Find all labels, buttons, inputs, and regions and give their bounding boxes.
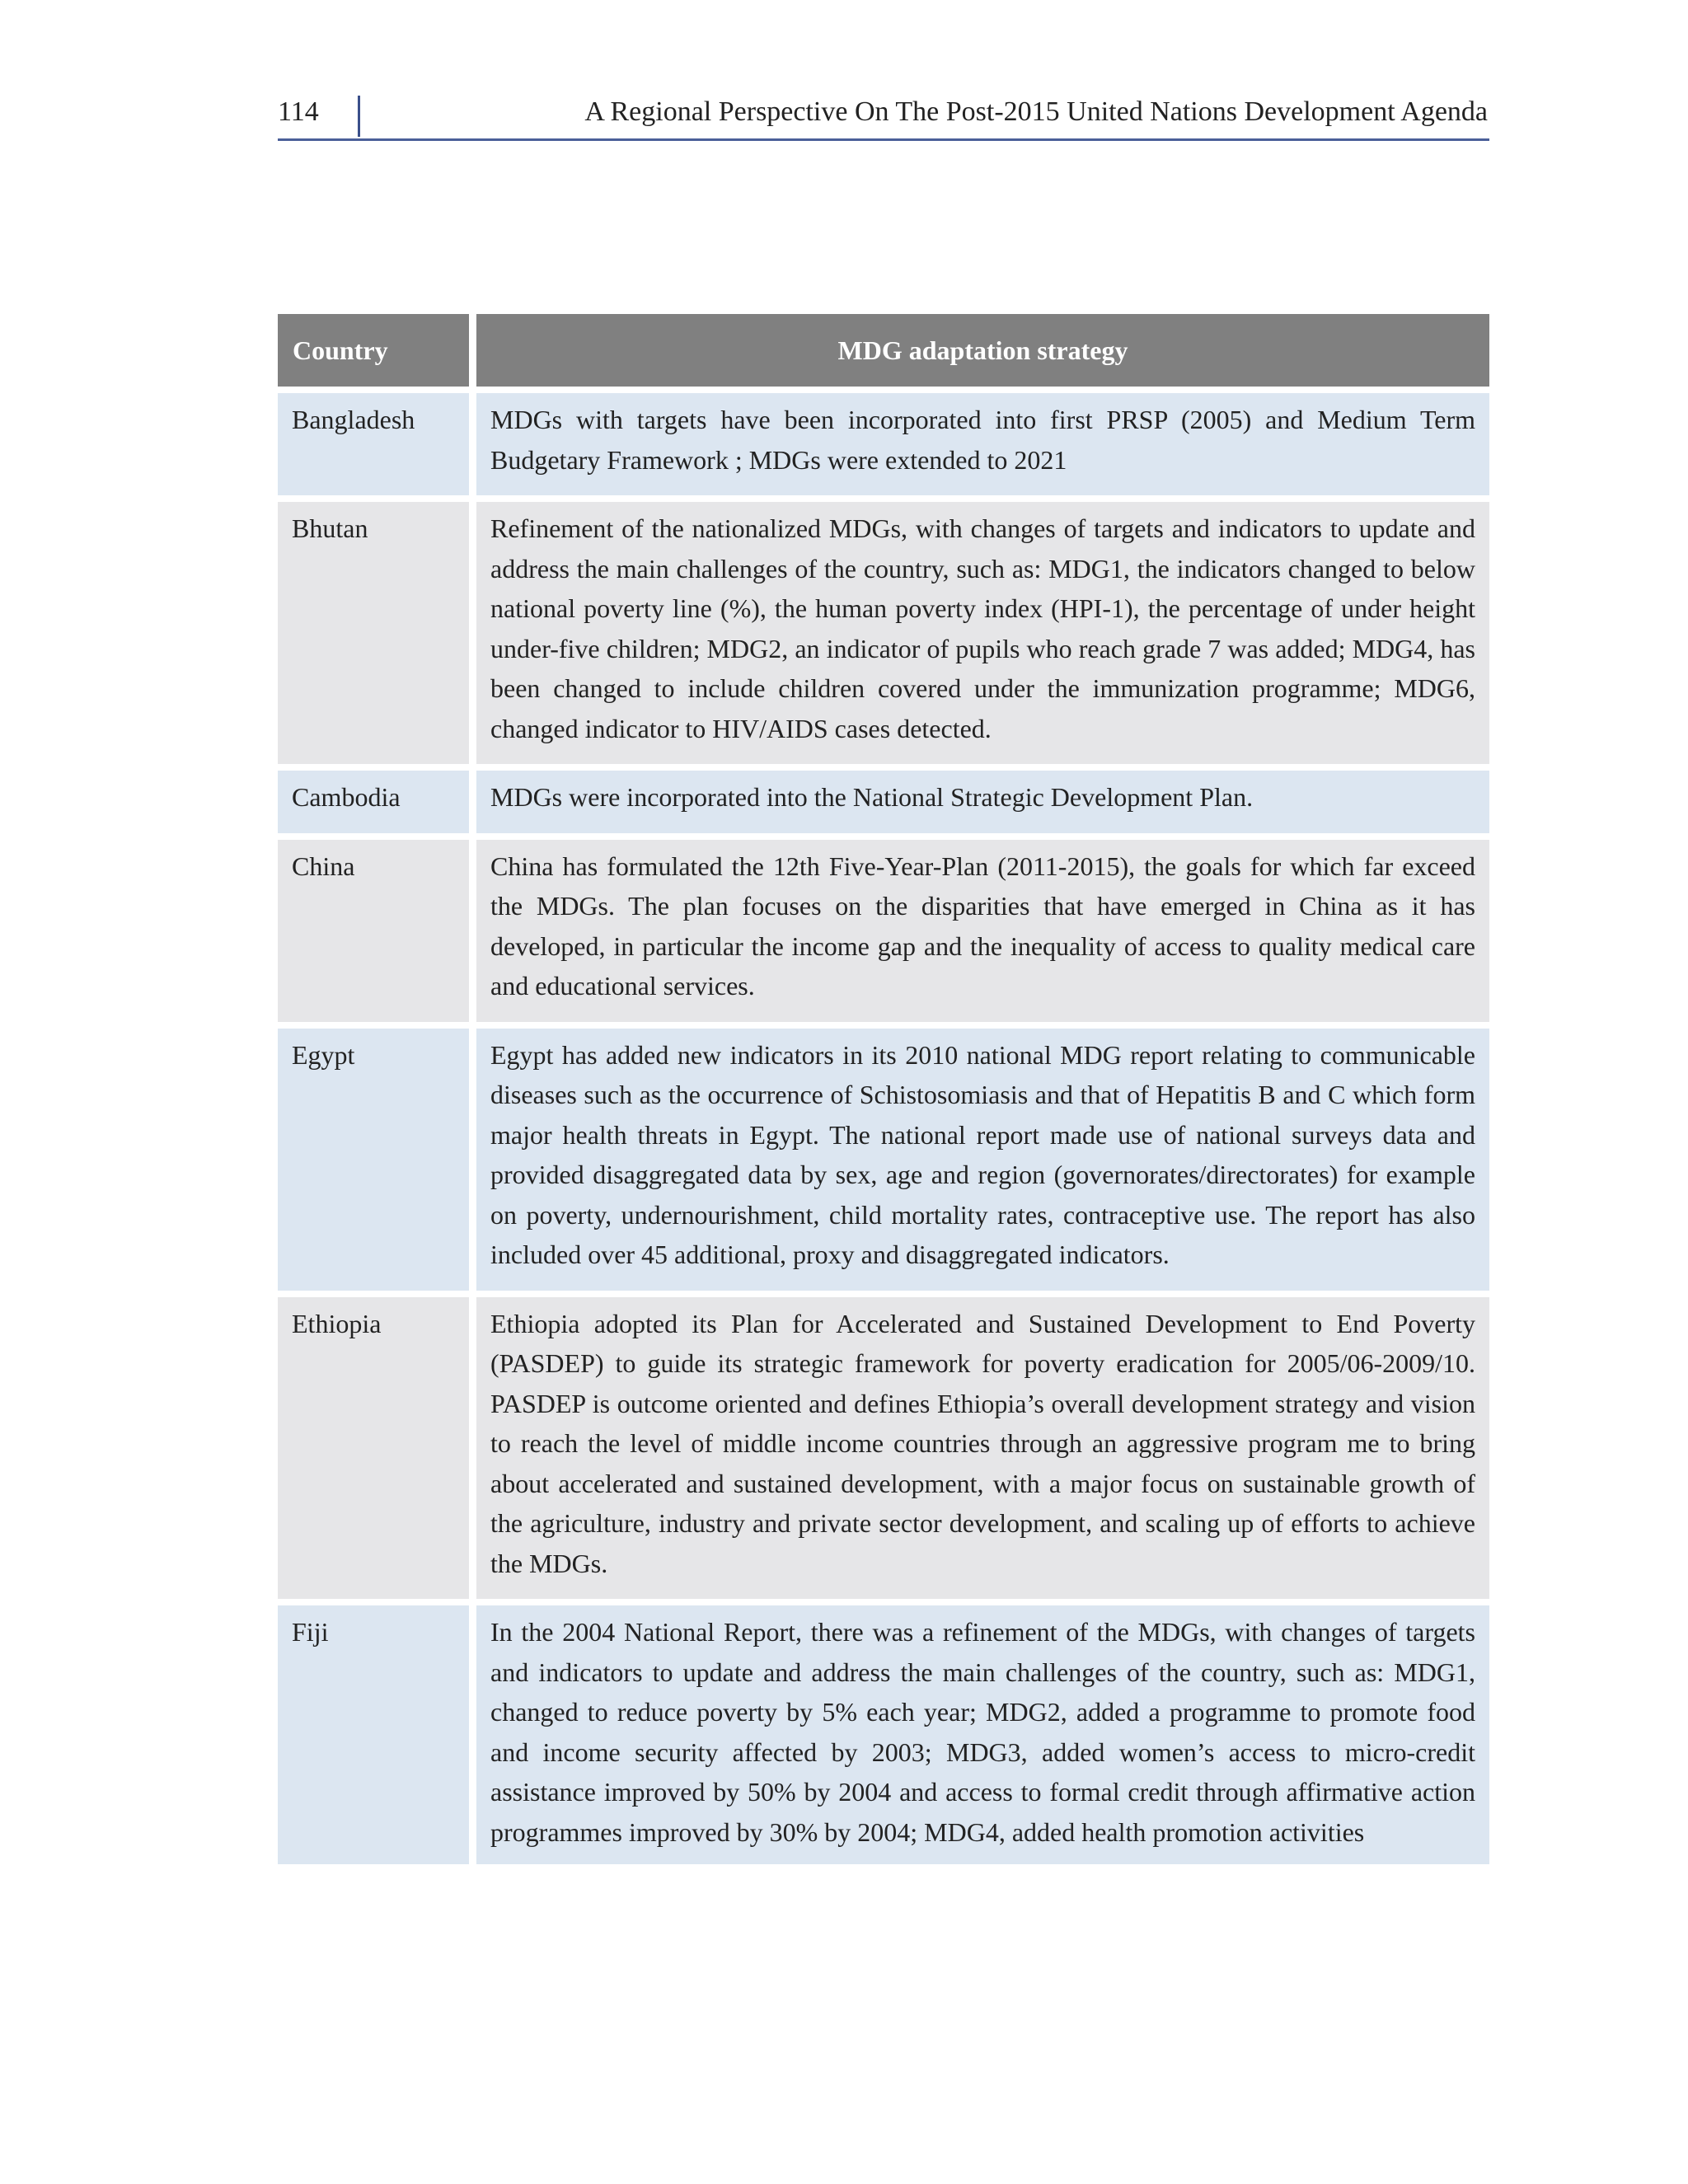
strategy-cell: China has formulated the 12th Five-Year-Plan (2011-2015), the goals for which far exceed the MDGs. The plan focuses on the disparities that have emerged in China as it has developed, in particular the income gap and the inequality of access to quality medical care and educational services. <box>476 840 1489 1022</box>
page-bottom-blank <box>0 1864 1688 2184</box>
table-header-row <box>278 314 1489 387</box>
country-cell: Fiji <box>278 1605 469 1864</box>
country-cell: Egypt <box>278 1029 469 1291</box>
strategy-cell: MDGs were incorporated into the National Strategic Development Plan. <box>476 771 1489 833</box>
table-row <box>278 771 1489 833</box>
table-row <box>278 393 1489 495</box>
table-row <box>278 840 1489 1022</box>
country-cell: Ethiopia <box>278 1297 469 1600</box>
running-title: A Regional Perspective On The Post-2015 United Nations Development Agenda <box>584 96 1488 127</box>
table-row <box>278 1029 1489 1291</box>
running-header <box>278 92 1489 141</box>
strategy-cell: Ethiopia adopted its Plan for Accelerated and Sustained Development to End Poverty (PASDEP) to guide its strategic framework for poverty eradication for 2005/06-2009/10. PASDEP is outcome oriented and defines Ethiopia’s overall development strategy and vision to reach the level of middle income countries through an aggressive program me to bring about accelerated and sustained development, with a major focus on sustainable growth of the agriculture, industry and private sector development, and scaling up of efforts to achieve the MDGs. <box>476 1297 1489 1600</box>
strategy-cell: MDGs with targets have been incorporated into first PRSP (2005) and Medium Term Budgetary Framework ; MDGs were extended to 2021 <box>476 393 1489 495</box>
strategy-cell: Egypt has added new indicators in its 2010 national MDG report relating to communicable diseases such as the occurrence of Schistosomiasis and that of Hepatitis B and C which form major health threats in Egypt. The national report made use of national surveys data and provided disaggregated data by sex, age and region (governorates/directorates) for example on poverty, undernourishment, child mortality rates, contraceptive use. The report has also included over 45 additional, proxy and disaggregated indicators. <box>476 1029 1489 1291</box>
table-row <box>278 1605 1489 1864</box>
mdg-adaptation-table <box>278 314 1489 1864</box>
column-header-country: Country <box>278 314 469 387</box>
header-divider <box>358 96 360 137</box>
country-cell: Cambodia <box>278 771 469 833</box>
table-row <box>278 1297 1489 1600</box>
country-cell: Bangladesh <box>278 393 469 495</box>
page-number: 114 <box>278 96 319 127</box>
column-header-strategy: MDG adaptation strategy <box>476 314 1489 387</box>
table-row <box>278 502 1489 764</box>
mdg-table-container <box>278 314 1489 1864</box>
strategy-cell: In the 2004 National Report, there was a refinement of the MDGs, with changes of targets and indicators to update and address the main challenges of the country, such as: MDG1, changed to reduce poverty by 5% each year; MDG2, added a programme to promote food and income security affected by 2003; MDG3, added women’s access to micro-credit assistance improved by 50% by 2004 and access to formal credit through affirmative action programmes improved by 30% by 2004; MDG4, added health promotion activities <box>476 1605 1489 1864</box>
country-cell: China <box>278 840 469 1022</box>
country-cell: Bhutan <box>278 502 469 764</box>
strategy-cell: Refinement of the nationalized MDGs, with changes of targets and indicators to update and address the main challenges of the country, such as: MDG1, the indicators changed to below national poverty line (%), the human poverty index (HPI-1), the percentage of under height under-five children; MDG2, an indicator of pupils who reach grade 7 was added; MDG4, has been changed to include children covered under the immunization programme; MDG6, changed indicator to HIV/AIDS cases detected. <box>476 502 1489 764</box>
